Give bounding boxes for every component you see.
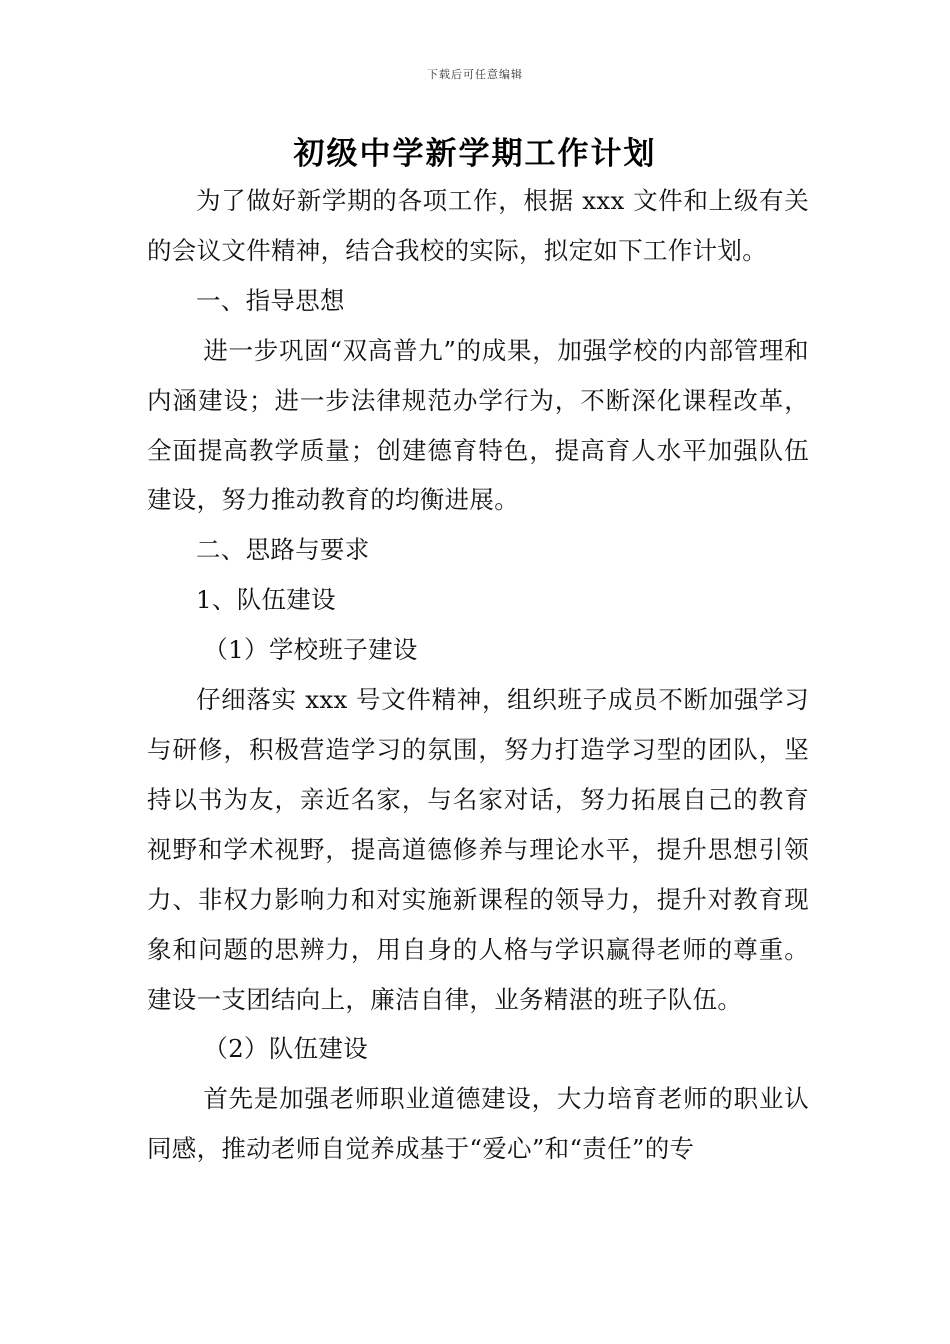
subsection-heading-team-building: 1、队伍建设 (196, 585, 336, 615)
header-note: 下载后可任意编辑 (427, 68, 523, 81)
paragraph-intro: 为了做好新学期的各项工作，根据 xxx 文件和上级有关的会议文件精神，结合我校的实际，拟定如下工作计划。 (147, 186, 809, 265)
subsection-heading-leadership: （1）学校班子建设 (203, 635, 418, 665)
document-title: 初级中学新学期工作计划 (293, 136, 657, 172)
paragraph-leadership: 仔细落实 xxx 号文件精神，组织班子成员不断加强学习与研修，积极营造学习的氛围，努力打造学习型的团队，坚持以书为友，亲近名家，与名家对话，努力拓展自己的教育视野和学术视野，提高道德修养与理论水平，提升思想引领力、非权力影响力和对实施新课程的领导力，提升对教育现象和问题的思辨力，用自身的人格与学识赢得老师的尊重。建设一支团结向上，廉洁自律，业务精湛的班子队伍。 (147, 685, 809, 1014)
paragraph-guiding-ideology: 进一步巩固“双高普九”的成果，加强学校的内部管理和内涵建设；进一步法律规范办学行为，不断深化课程改革，全面提高教学质量；创建德育特色，提高育人水平加强队伍建设，努力推动教育的均衡进展。 (147, 335, 809, 515)
section-heading-ideas-requirements: 二、思路与要求 (196, 535, 370, 565)
document-body (147, 176, 809, 1174)
section-heading-guiding-ideology: 一、指导思想 (196, 285, 345, 315)
paragraph-staff: 首先是加强老师职业道德建设，大力培育老师的职业认同感，推动老师自觉养成基于“爱心”和“责任”的专 (147, 1084, 809, 1164)
subsection-heading-staff: （2）队伍建设 (203, 1034, 369, 1064)
